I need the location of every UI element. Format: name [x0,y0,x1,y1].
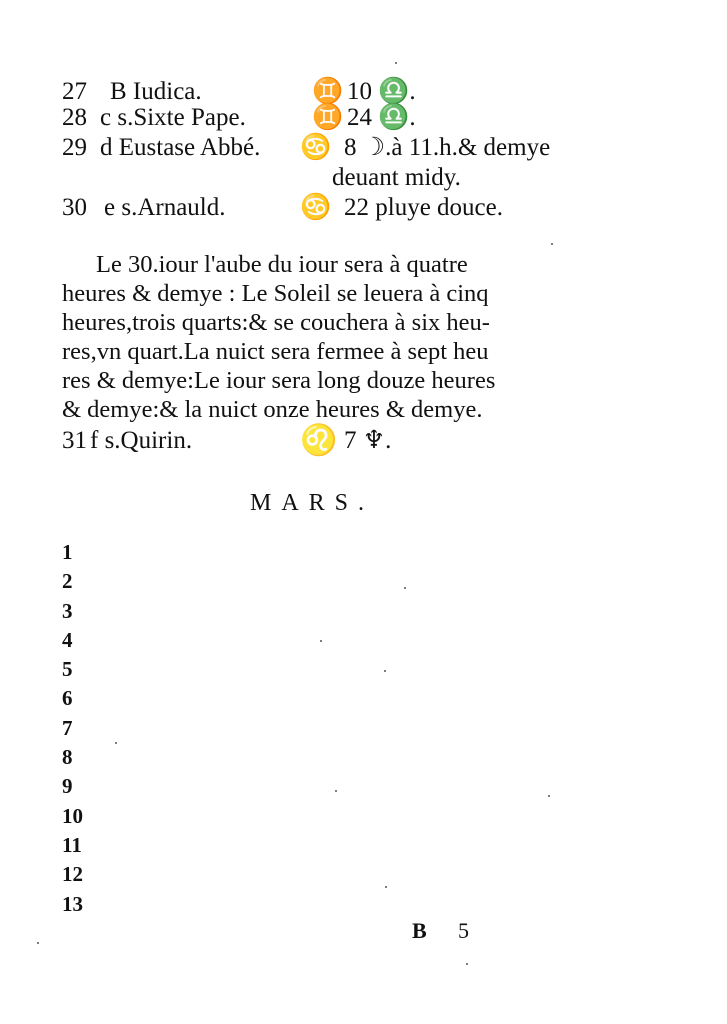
calendar-entry-29-continuation [332,164,461,192]
scan-speck [548,795,550,797]
saint-name: c s.Sixte Pape. [100,104,246,131]
list-item: 5 [62,657,73,682]
paragraph-line: res & demye:Le iour sera long douze heures [62,367,496,394]
list-item: 9 [62,774,73,799]
cancer-icon: ♋ [300,194,332,221]
calendar-entry-30 [62,194,562,222]
day-number: 30 [62,194,87,221]
entry-note: 22 pluye douce. [344,194,503,221]
day-number: 29 [62,134,87,161]
calendar-entry-28 [62,104,562,132]
list-item: 4 [62,627,73,652]
scan-speck [551,243,553,245]
scan-speck [335,790,337,792]
scan-speck [404,587,406,589]
paragraph-line: Le 30.iour l'aube du iour sera à quatre [96,251,468,278]
signature-mark: B [412,918,427,943]
paragraph-line: heures & demye : Le Soleil se leuera à cinq [62,280,489,307]
entry-note: 24 ♎. [347,104,416,131]
list-item: 13 [62,891,83,916]
list-item: 3 [62,598,73,623]
saint-name: B Iudica. [110,78,202,105]
day-number: 28 [62,104,87,131]
list-item: 11 [62,832,82,857]
saint-name: f s.Quirin. [90,427,193,454]
paragraph-line: heures,trois quarts:& se couchera à six heu- [62,309,490,336]
calendar-entry-29 [62,134,567,162]
scan-speck [385,886,387,888]
saint-name: e s.Arnauld. [104,194,226,221]
scan-speck [320,640,322,642]
scan-speck [466,963,468,965]
gemini-icon: ♊ [312,78,344,105]
list-item: 12 [62,862,83,887]
list-item: 10 [62,803,83,828]
gemini-icon: ♊ [312,104,344,131]
list-item: 1 [62,540,73,564]
list-item: 6 [62,686,73,711]
list-item: 2 [62,569,73,594]
entry-note: 10 ♎. [347,78,416,105]
cancer-icon: ♋ [300,134,332,161]
saint-name: d Eustase Abbé. [100,134,261,161]
paragraph-line: res,vn quart.La nuict sera fermee à sept heu [62,338,489,365]
day-number: 27 [62,78,87,105]
entry-note-continuation: deuant midy. [332,164,461,191]
scan-speck [37,942,39,944]
entry-note: 7 ♆. [344,427,392,454]
scan-speck [395,62,397,64]
list-item: 8 [62,745,73,770]
entry-note: 8 ☽.à 11.h.& demye [344,134,551,161]
paragraph-line: & demye:& la nuict onze heures & demye. [62,396,483,423]
scan-speck [384,670,386,672]
page-number: 5 [458,918,469,943]
daylight-paragraph [62,250,564,424]
calendar-entry-27 [62,78,562,106]
day-number: 31 [62,427,87,454]
march-day-list [62,538,83,919]
scan-speck [115,742,117,744]
calendar-entry-31 [62,424,462,457]
leo-icon: ♌ [300,424,338,457]
month-heading: MARS. [250,490,375,516]
list-item: 7 [62,715,73,740]
